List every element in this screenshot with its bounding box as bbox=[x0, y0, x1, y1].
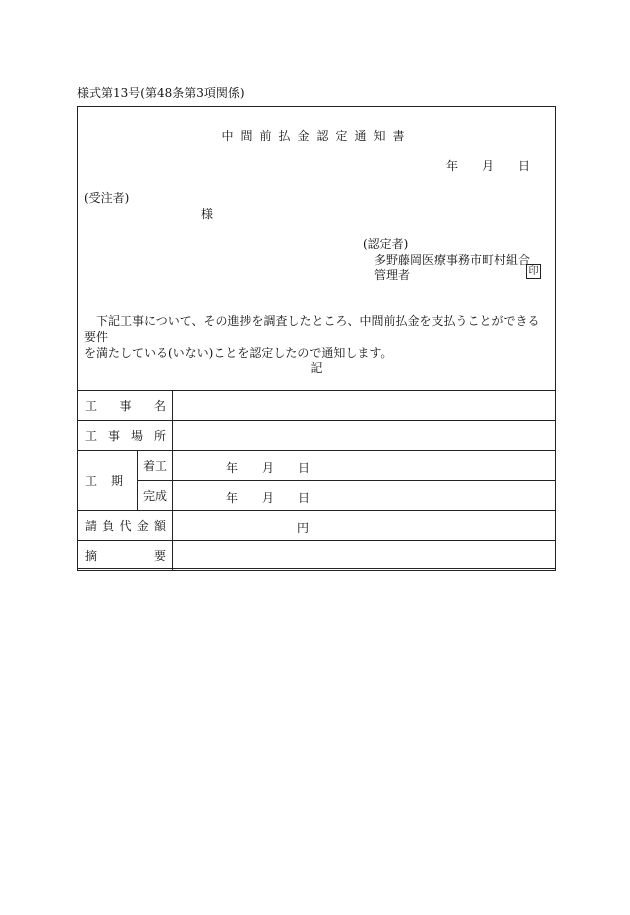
issue-date bbox=[446, 157, 530, 174]
construction-site-value[interactable] bbox=[173, 421, 556, 451]
recipient-label: (受注者) bbox=[84, 191, 130, 205]
summary-label: 摘 要 bbox=[78, 541, 173, 571]
document-title: 中間前払金認定通知書 bbox=[221, 129, 412, 143]
notice-body bbox=[84, 313, 550, 361]
body-line-2: を満たしている(いない)ことを認定したので通知します。 bbox=[84, 346, 393, 360]
yen-unit: 円 bbox=[297, 521, 310, 535]
contract-amount-label: 請 負 代 金 額 bbox=[78, 511, 173, 541]
form-number-label: 様式第13号(第48条第3項関係) bbox=[77, 86, 245, 100]
date-day: 日 bbox=[518, 159, 531, 173]
construction-name-label: 工 事 名 bbox=[78, 391, 173, 421]
summary-value[interactable] bbox=[173, 541, 556, 571]
table-row bbox=[78, 421, 556, 451]
table-row bbox=[78, 391, 556, 421]
details-table bbox=[77, 390, 556, 571]
seal-mark: 印 bbox=[526, 264, 541, 279]
ki-heading: 記 bbox=[310, 361, 323, 375]
table-row bbox=[78, 451, 556, 481]
construction-site-label: 工 事 場 所 bbox=[78, 421, 173, 451]
contract-amount-value[interactable] bbox=[173, 511, 556, 541]
body-line-1: 下記工事について、その進捗を調査したところ、中間前払金を支払うことができる要件 bbox=[84, 314, 540, 344]
table-row bbox=[78, 541, 556, 571]
table-row bbox=[78, 511, 556, 541]
period-label: 工 期 bbox=[78, 451, 138, 511]
start-label: 着工 bbox=[138, 451, 173, 481]
certifier-role: 管理者 bbox=[374, 268, 411, 282]
certifier-label: (認定者) bbox=[363, 237, 409, 251]
complete-date-value[interactable]: 年 月 日 bbox=[173, 481, 556, 511]
start-date-value[interactable]: 年 月 日 bbox=[173, 451, 556, 481]
date-month: 月 bbox=[482, 159, 495, 173]
construction-name-value[interactable] bbox=[173, 391, 556, 421]
table-row bbox=[78, 481, 556, 511]
certifier-organization: 多野藤岡医療事務市町村組合 bbox=[374, 253, 531, 267]
complete-label: 完成 bbox=[138, 481, 173, 511]
recipient-honorific: 様 bbox=[201, 207, 214, 221]
notice-frame bbox=[77, 106, 556, 569]
date-year: 年 bbox=[446, 159, 459, 173]
